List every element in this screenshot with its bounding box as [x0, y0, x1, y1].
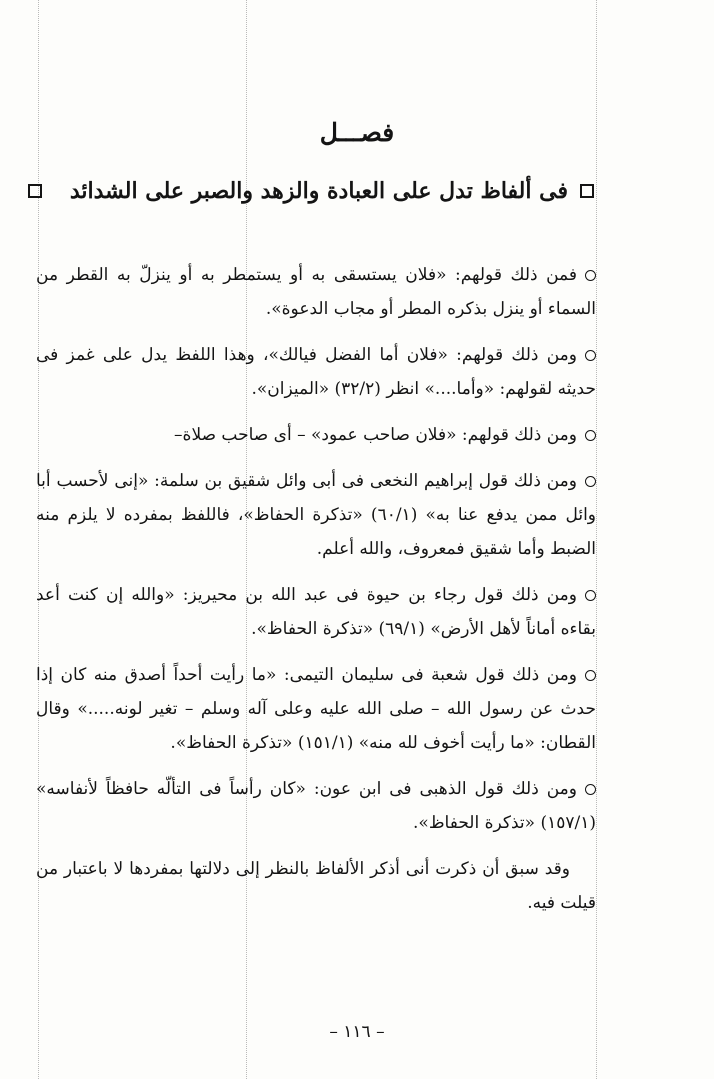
paragraph-text: ومن ذلك قولهم: «فلان صاحب عمود» – أى صاحب صلاة– — [174, 425, 577, 445]
section-title: فصـــل — [319, 118, 395, 147]
paragraph — [36, 258, 596, 326]
paragraph-text: ومن ذلك قول شعبة فى سليمان التيمى: «ما رأيت أحداً أصدق منه كان إذا حدث عن رسول الله – صلى الله عليه وعلى آله وسلم – تغير لونه.....» وقال القطان: «ما رأيت أخوف لله منه» (١٥١/١) «تذكرة الحفاظ». — [36, 665, 596, 753]
paragraph — [36, 464, 596, 566]
square-bullet-icon — [580, 184, 594, 198]
paragraph-text: ومن ذلك قولهم: «فلان أما الفضل فيالك»، وهذا اللفظ يدل على غمز فى حديثه لقولهم: «وأما....» انظر (٣٢/٢) «الميزان». — [36, 345, 596, 399]
paragraph — [36, 338, 596, 406]
paragraph-text: ومن ذلك قول إبراهيم النخعى فى أبى وائل شقيق بن سلمة: «إنى لأحسب أبا وائل ممن يدفع عنا به» (٦٠/١) «تذكرة الحفاظ»، فاللفظ بمفرده لا يلزم منه الضبط وأما شقيق فمعروف، والله أعلم. — [36, 471, 597, 559]
circle-bullet-icon — [585, 784, 596, 795]
paragraph — [36, 578, 596, 646]
closing-paragraph — [36, 852, 596, 920]
scan-guide-line — [596, 0, 597, 1079]
circle-bullet-icon — [585, 590, 596, 601]
paragraph-text: ومن ذلك قول رجاء بن حيوة فى عبد الله بن محيريز: «والله إن كنت أعد بقاءه أماناً لأهل الأرض» (٦٩/١) «تذكرة الحفاظ». — [36, 585, 596, 639]
square-bullet-icon — [28, 184, 42, 198]
circle-bullet-icon — [585, 476, 596, 487]
paragraph-text: فمن ذلك قولهم: «فلان يستسقى به أو يستمطر به أو ينزلّ به القطر من السماء أو ينزل بذكره المطر أو مجاب الدعوة». — [36, 265, 596, 319]
circle-bullet-icon — [585, 270, 596, 281]
paragraph-text: وقد سبق أن ذكرت أنى أذكر الألفاظ بالنظر إلى دلالتها بمفردها لا باعتبار من قيلت فيه. — [36, 859, 596, 913]
page-number: – ١١٦ – — [329, 1022, 385, 1042]
paragraph — [36, 658, 596, 760]
section-heading-text: فى ألفاظ تدل على العبادة والزهد والصبر على الشدائد — [69, 178, 568, 204]
paragraph — [36, 418, 596, 452]
circle-bullet-icon — [585, 670, 596, 681]
section-heading — [28, 178, 594, 204]
circle-bullet-icon — [585, 430, 596, 441]
paragraph — [36, 772, 596, 840]
paragraph-text: ومن ذلك قول الذهبى فى ابن عون: «كان رأساً فى التألّه حافظاً لأنفاسه» (١٥٧/١) «تذكرة الحفاظ». — [36, 779, 596, 833]
body-text — [36, 258, 596, 932]
circle-bullet-icon — [585, 350, 596, 361]
